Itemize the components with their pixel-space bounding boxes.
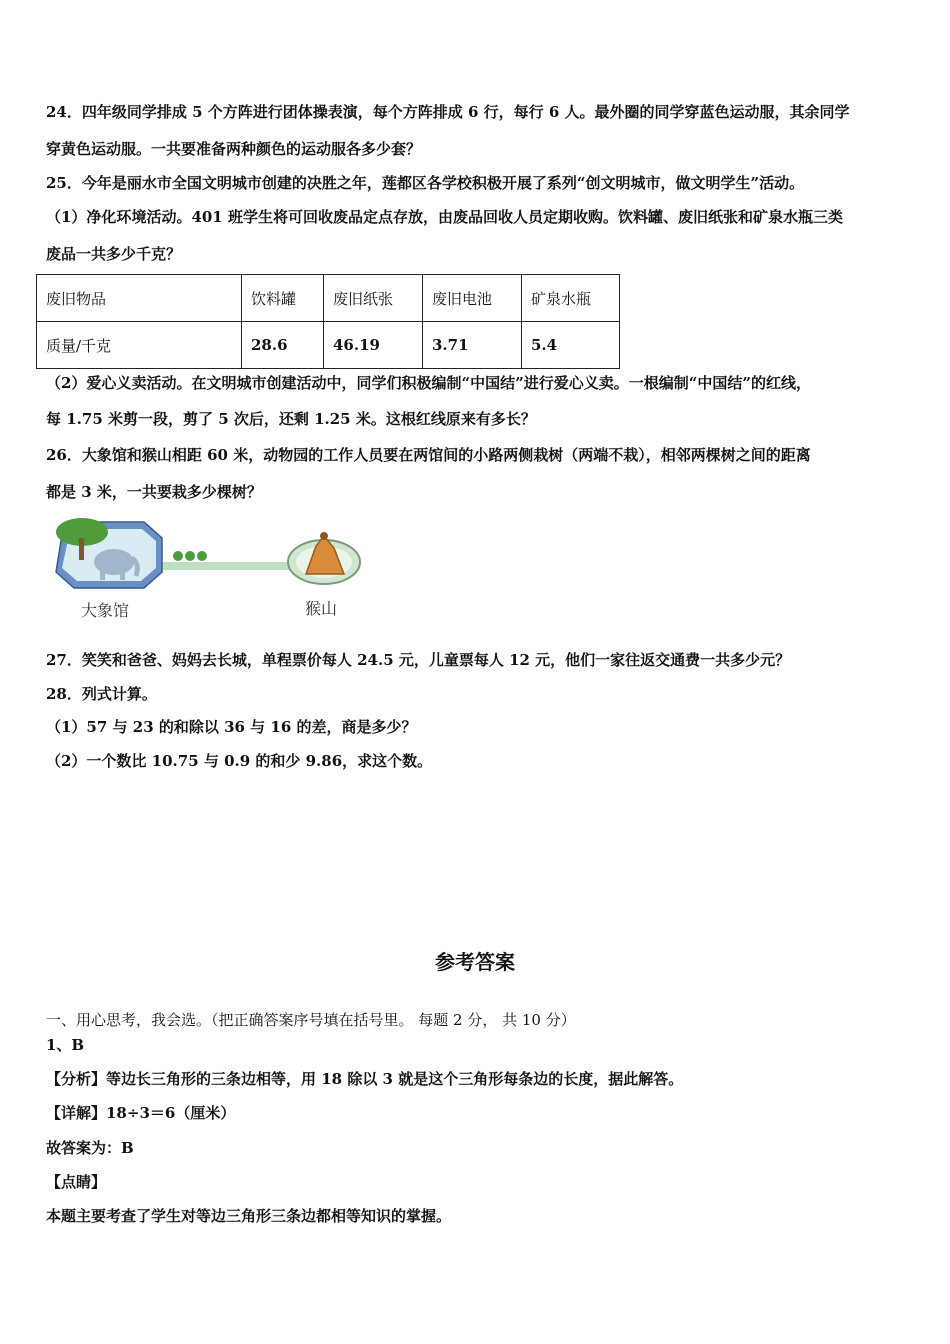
q25-part2-line1: （2）爱心义卖活动。在文明城市创建活动中，同学们积极编制“中国结”进行爱心义卖。一根编制“中国结”的红线， (46, 374, 811, 392)
q24-line1: 24．四年级同学排成 5 个方阵进行团体操表演，每个方阵排成 6 行，每行 6 人。最外圈的同学穿蓝色运动服，其余同学 (46, 103, 850, 121)
q26-line1: 26．大象馆和猴山相距 60 米，动物园的工作人员要在两馆间的小路两侧栽树（两端不栽），相邻两棵树之间的距离 (46, 446, 811, 464)
table-header-cell: 废旧电池 (423, 275, 522, 322)
answer-detail: 【详解】18÷3＝6（厘米） (46, 1104, 236, 1122)
q25-part2-line2: 每 1.75 米剪一段，剪了 5 次后，还剩 1.25 米。这根红线原来有多长？ (46, 410, 536, 428)
path-shape (154, 562, 304, 570)
table-header-cell: 废旧物品 (37, 275, 242, 322)
table-header-cell: 饮料罐 (242, 275, 324, 322)
answer-conclusion: 故答案为：B (46, 1139, 134, 1157)
table-header-cell: 废旧纸张 (324, 275, 423, 322)
answers-title: 参考答案 (435, 950, 515, 974)
zoo-figure (44, 510, 374, 625)
tree-icon (185, 551, 195, 561)
table-cell: 46.19 (324, 322, 423, 369)
table-header-row (37, 275, 620, 322)
waste-table (36, 274, 620, 369)
q25-line1: 25．今年是丽水市全国文明城市创建的决胜之年，莲都区各学校积极开展了系列“创文明城市，做文明学生”活动。 (46, 174, 805, 192)
table-cell: 质量/千克 (37, 322, 242, 369)
elephant-house-label: 大象馆 (81, 601, 130, 620)
monkey-icon (320, 532, 328, 540)
table-row (37, 322, 620, 369)
tree-icon (173, 551, 183, 561)
table-cell: 3.71 (423, 322, 522, 369)
tree-trunk (79, 538, 84, 560)
q25-part1-line1: （1）净化环境活动。401 班学生将可回收废品定点存放，由废品回收人员定期收购。饮料罐、废旧纸张和矿泉水瓶三类 (46, 208, 843, 226)
q27-line1: 27．笑笑和爸爸、妈妈去长城，单程票价每人 24.5 元，儿童票每人 12 元，他们一家往返交通费一共多少元？ (46, 651, 791, 669)
q26-line2: 都是 3 米，一共要栽多少棵树？ (46, 483, 262, 501)
table-cell: 28.6 (242, 322, 324, 369)
tree-icon (197, 551, 207, 561)
answer-analysis: 【分析】等边长三角形的三条边相等，用 18 除以 3 就是这个三角形每条边的长度，据此解答。 (46, 1070, 684, 1088)
answer-summary: 本题主要考查了学生对等边三角形三条边都相等知识的掌握。 (46, 1207, 452, 1225)
q28-part1: （1）57 与 23 的和除以 36 与 16 的差，商是多少？ (46, 718, 417, 736)
answer-dianjing: 【点睛】 (46, 1173, 107, 1191)
table-cell: 5.4 (522, 322, 620, 369)
q25-part1-line2: 废品一共多少千克？ (46, 245, 182, 263)
q24-line2: 穿黄色运动服。一共要准备两种颜色的运动服各多少套？ (46, 140, 422, 158)
monkey-hill-label: 猴山 (305, 599, 338, 618)
answer-1: 1、B (46, 1036, 85, 1054)
q28-line1: 28．列式计算。 (46, 685, 157, 703)
zoo-illustration (44, 510, 374, 600)
answers-section-heading: 一、用心思考，我会选。（把正确答案序号填在括号里。 每题 2 分， 共 10 分） (46, 1011, 576, 1029)
table-header-cell: 矿泉水瓶 (522, 275, 620, 322)
q28-part2: （2）一个数比 10.75 与 0.9 的和少 9.86，求这个数。 (46, 752, 433, 770)
